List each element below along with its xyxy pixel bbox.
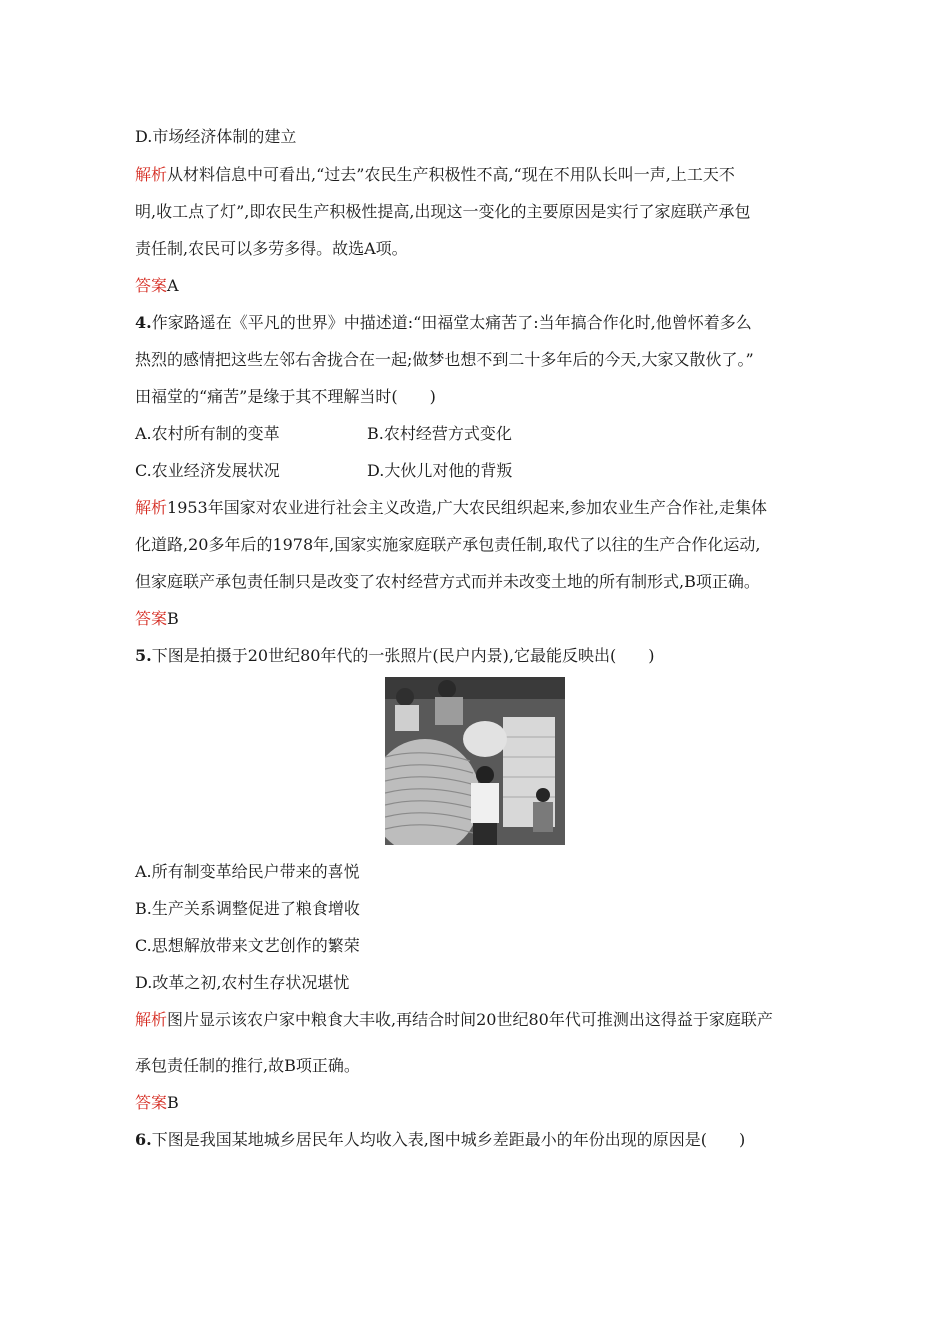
analysis-line: 但家庭联产承包责任制只是改变了农村经营方式而并未改变土地的所有制形式,B项正确。 <box>135 572 760 591</box>
stem-line: 作家路遥在《平凡的世界》中描述道:“田福堂太痛苦了:当年搞合作化时,他曾怀着多么 <box>151 313 752 332</box>
photo-illustration <box>385 677 565 845</box>
analysis-tag: 解析 <box>135 1010 168 1029</box>
q4-option-d[interactable]: D.大伙儿对他的背叛 <box>367 461 513 480</box>
answer-value: B <box>167 1093 179 1112</box>
prev-analysis <box>135 162 825 262</box>
answer-value: B <box>167 609 179 628</box>
answer-tag: 答案 <box>135 1093 168 1112</box>
q5-option-d[interactable]: D.改革之初,农村生存状况堪忧 <box>135 973 350 992</box>
analysis-line: 1953年国家对农业进行社会主义改造,广大农民组织起来,参加农业生产合作社,走集体 <box>167 498 767 517</box>
analysis-tag: 解析 <box>135 498 168 517</box>
stem-line: 田福堂的“痛苦”是缘于其不理解当时( ) <box>135 387 436 406</box>
question-5-stem <box>135 643 825 669</box>
stem-line: 热烈的感情把这些左邻右舍拢合在一起;做梦也想不到二十多年后的今天,大家又散伙了。” <box>135 350 754 369</box>
answer-tag: 答案 <box>135 276 168 295</box>
document-page <box>135 124 825 1153</box>
q5-answer <box>135 1090 825 1116</box>
q4-option-b[interactable]: B.农村经营方式变化 <box>367 424 512 443</box>
question-4-stem <box>135 310 825 410</box>
question-number: 4. <box>135 313 152 332</box>
answer-value: A <box>167 276 179 295</box>
q5-option-b[interactable]: B.生产关系调整促进了粮食增收 <box>135 899 360 918</box>
q4-options-row-1 <box>135 421 825 447</box>
analysis-line: 图片显示该农户家中粮食大丰收,再结合时间20世纪80年代可推测出这得益于家庭联产 <box>167 1010 773 1029</box>
analysis-tag: 解析 <box>135 165 168 184</box>
q4-analysis <box>135 495 825 595</box>
analysis-line: 明,收工点了灯”,即农民生产积极性提高,出现这一变化的主要原因是实行了家庭联产承包 <box>135 202 751 221</box>
q4-option-c[interactable]: C.农业经济发展状况 <box>135 461 280 480</box>
q4-option-a[interactable]: A.农村所有制的变革 <box>135 424 280 443</box>
question-number: 6. <box>135 1130 152 1149</box>
prev-answer <box>135 273 825 299</box>
question-number: 5. <box>135 646 152 665</box>
q5-option-c[interactable]: C.思想解放带来文艺创作的繁荣 <box>135 936 360 955</box>
analysis-line: 化道路,20多年后的1978年,国家实施家庭联产承包责任制,取代了以往的生产合作化运动, <box>135 535 761 554</box>
analysis-line: 责任制,农民可以多劳多得。故选A项。 <box>135 239 408 258</box>
q5-analysis <box>135 1007 825 1079</box>
photo-grain-harvest <box>385 677 565 845</box>
analysis-line: 承包责任制的推行,故B项正确。 <box>135 1056 360 1075</box>
analysis-line: 从材料信息中可看出,“过去”农民生产积极性不高,“现在不用队长叫一声,上工天不 <box>167 165 735 184</box>
answer-tag: 答案 <box>135 609 168 628</box>
q5-option-a[interactable]: A.所有制变革给民户带来的喜悦 <box>135 862 360 881</box>
stem-text: 下图是拍摄于20世纪80年代的一张照片(民户内景),它最能反映出( ) <box>151 646 655 665</box>
stem-text: 下图是我国某地城乡居民年人均收入表,图中城乡差距最小的年份出现的原因是( ) <box>151 1130 746 1149</box>
q4-options-row-2 <box>135 458 825 484</box>
prev-option-d: D.市场经济体制的建立 <box>135 127 297 146</box>
q4-answer <box>135 606 825 632</box>
question-6-stem <box>135 1127 825 1153</box>
